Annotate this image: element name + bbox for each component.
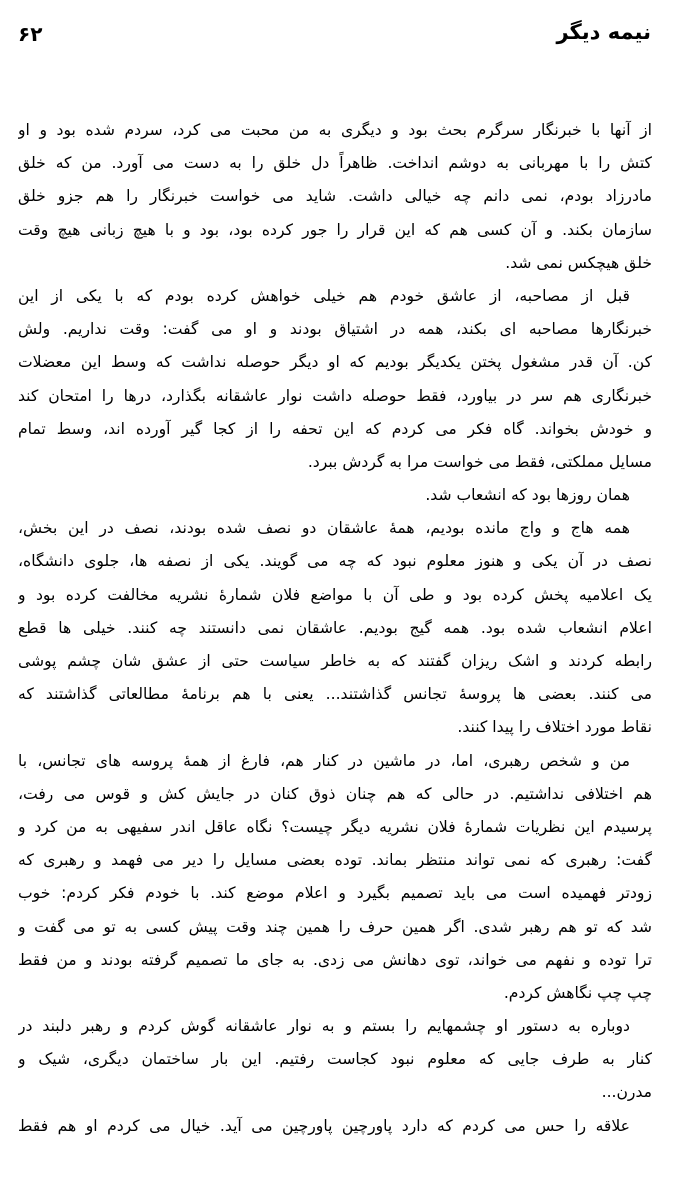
body-text [18,114,652,1143]
page-number: ۶۲ [18,22,43,46]
text-line: سازمان بکند. و آن کسی هم که این قرار را جور کرده بود، بود و با هیچ زبانی هیچ وقت [18,220,652,239]
text-line: نصف در آن یکی و هنوز معلوم نبود که چه می گویند. یکی از نصفه ها، جلوی دانشگاه، [18,552,652,571]
text-line: مدرن... [601,1083,652,1102]
text-line: کن. آن قدر مشغول پختن یکدیگر بودیم که او دیگر حوصله نداشت که وسط این معضلات [18,353,652,372]
text-line: کنار به طرف جایی که معلوم نبود کجاست رفتیم. این بار ساختمان دیگری، شیک و [18,1050,652,1069]
text-line: قبل از مصاحبه، از عاشق خودم هم خیلی خواهش کرده بودم که با یکی از این [18,286,630,305]
text-line: گفت: رهبری که نمی تواند منتظر بماند. توده بعضی مسایل را دیر می فهمد و رهبری که [18,851,652,870]
text-line: من و شخص رهبری، اما، در ماشین در کنار هم، فارغ از همهٔ پروسه های تجانس، با [18,751,630,770]
text-line: کتش را با مهربانی به دوشم انداخت. ظاهراً دل خلق را به دست می آورد. من که خلق [18,154,652,173]
text-line: دوباره به دستور او چشمهایم را بستم و به نوار عاشقانه گوش کردم و رهبر دلبند در [18,1017,630,1036]
running-title: نیمه دیگر [556,20,651,44]
text-line: و خودش بخواند. گاه فکر می کردم که این تحفه را از کجا گیر آورده اند، وسط تمام [18,419,652,438]
text-line: همان روزها بود که انشعاب شد. [425,486,630,505]
text-line: مادرزاد بودم، نمی دانم چه خیالی داشت. شاید می خواست خبرنگار را هم جزو خلق [18,187,652,206]
text-line: چپ چپ نگاهش کردم. [503,983,652,1002]
text-line: شد که تو هم رهبر شدی. اگر همین حرف را همین چند وقت پیش کسی به تو می گفت و [18,917,652,936]
text-line: خبرنگاری هم سر در بیاورد، فقط حوصله داشت نوار عاشقانه بگذارد، درها را امتحان کند [18,386,652,405]
text-line: رابطه کردند و اشک ریزان گفتند که به خاطر سیاست حتی از عشق شان چشم پوشی [18,652,652,670]
text-line: خبرنگارها مصاحبه ای بکند، همه در اشتیاق بودند و او می گفت: وقت نداریم. ولش [18,320,652,339]
text-line: یک اعلامیه پخش کرده بود و طی آن با مواضع فلان شمارهٔ نشریه مخالفت کرده بود و [18,585,652,604]
text-line: اعلام انشعاب شده بود. همه گیج بودیم. عاشقان نمی دانستند چه کنند. خیلی ها قطع [18,618,652,637]
text-line: پرسیدم این نظریات شمارهٔ فلان نشریه دیگر چیست؟ نگاه عاقل اندر سفیهی به من کرد و [18,817,652,836]
page-header [18,20,651,56]
text-line: هم اختلافی نداشتیم. در حالی که هم چنان ذوق کنان در جایش کش و قوس می رفت، [18,784,652,803]
text-line: از آنها با خبرنگار سرگرم بحث بود و دیگری به من محبت می کرد، سردم شده بود و او [18,121,652,139]
text-line: ترا توده و نفهم می خواند، توی دهانش می زدی. به جای ما تصمیم گرفته بودند و من فقط [18,950,652,969]
text-line: نقاط مورد اختلاف را پیدا کنند. [457,718,652,737]
text-line: زودتر فهمیده است می باید تصمیم بگیرد و اعلام موضع کند. با خودم فکر کردم: خوب [18,884,652,903]
text-line: می کنند. بعضی ها پروسهٔ تجانس گذاشتند... یعنی با هم برنامهٔ مطالعاتی گذاشتند که [18,685,652,704]
text-line: همه هاج و واج مانده بودیم، همهٔ عاشقان دو نصف شده بودند، نصف در این بخش، [18,519,630,538]
text-line: مسایل مملکتی، فقط می خواست مرا به گردش ببرد. [307,452,652,471]
text-line: خلق هیچکس نمی شد. [505,253,652,272]
text-line: علاقه را حس می کردم که دارد پاورچین پاورچین می آید. خیال می کردم او هم فقط [18,1116,630,1135]
